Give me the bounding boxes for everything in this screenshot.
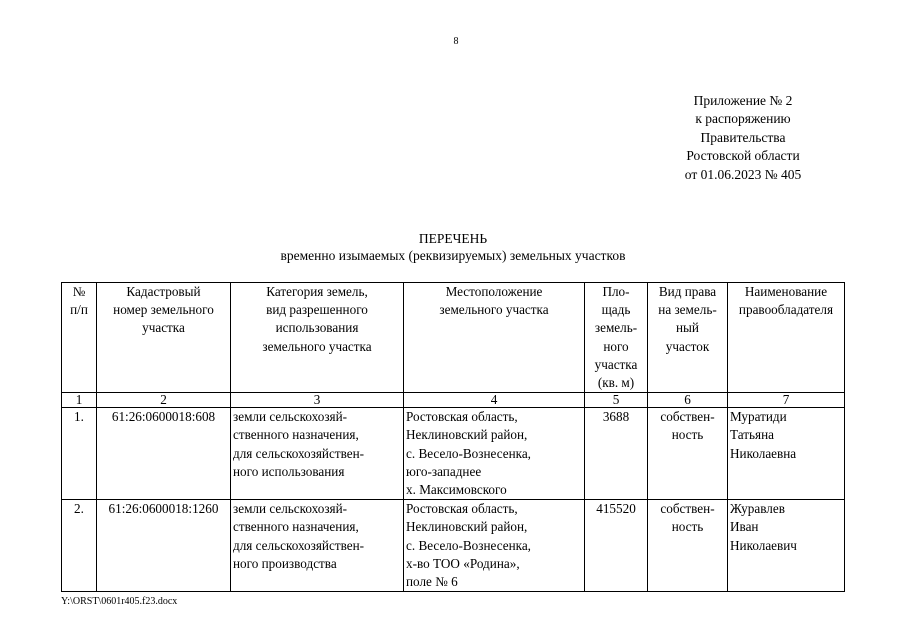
cell-line: ственного назначения,	[233, 427, 359, 443]
header-line: Местоположение	[445, 284, 543, 299]
header-line: (кв. м)	[597, 375, 635, 391]
right-type	[648, 408, 728, 500]
cell-line: Муратиди	[730, 409, 787, 425]
plot-area: 415520	[585, 500, 648, 592]
cell-line: земли сельскохозяй-	[233, 501, 348, 517]
land-category	[231, 500, 404, 592]
cadastral-number: 61:26:0600018:608	[97, 408, 231, 500]
cell-line: для сельскохозяйствен-	[233, 445, 365, 461]
header-line: земельного участка	[439, 302, 549, 318]
header-line: участка	[142, 320, 185, 336]
header-line: на земель-	[658, 302, 717, 318]
header-cell-location	[404, 283, 585, 393]
appendix-line: к распоряжению	[695, 111, 791, 127]
header-line: Категория земель,	[266, 284, 368, 299]
cell-line: ного производства	[233, 555, 337, 571]
land-category	[231, 408, 404, 500]
header-line: №	[72, 284, 86, 299]
appendix-block	[660, 92, 826, 184]
header-line: ный	[676, 320, 699, 336]
header-line: Пло-	[602, 284, 630, 299]
header-cell-category	[231, 283, 404, 393]
header-line: Кадастровый	[126, 284, 201, 299]
header-cell-cadastral	[97, 283, 231, 393]
header-line: вид разрешенного	[266, 302, 368, 318]
column-number: 7	[728, 393, 845, 408]
table-header-row	[62, 283, 845, 393]
plot-area: 3688	[585, 408, 648, 500]
cell-line: Неклиновский район,	[406, 519, 528, 535]
table-row	[62, 500, 845, 592]
column-number-row	[62, 393, 845, 408]
cell-line: собствен-	[660, 409, 715, 425]
document-title	[200, 230, 706, 264]
cell-line: х. Максимовского	[406, 482, 507, 498]
cell-line: Неклиновский район,	[406, 427, 528, 443]
header-cell-owner	[728, 283, 845, 393]
cell-line: земли сельскохозяй-	[233, 409, 348, 425]
cell-line: собствен-	[660, 501, 715, 517]
column-number: 5	[585, 393, 648, 408]
row-number: 1.	[62, 408, 97, 500]
cell-line: с. Весело-Вознесенка,	[406, 537, 531, 553]
header-line: номер земельного	[113, 302, 214, 318]
cell-line: для сельскохозяйствен-	[233, 537, 365, 553]
cell-line: ность	[671, 519, 704, 535]
owner-name	[728, 408, 845, 500]
cadastral-number: 61:26:0600018:1260	[97, 500, 231, 592]
title-heading: ПЕРЕЧЕНЬ	[418, 231, 488, 246]
table-row	[62, 408, 845, 500]
cell-line: Николаевна	[730, 445, 797, 461]
right-type	[648, 500, 728, 592]
header-cell-right-type	[648, 283, 728, 393]
page-number: 8	[453, 36, 459, 47]
header-line: Вид права	[658, 284, 717, 299]
cell-line: Ростовская область,	[406, 501, 518, 517]
header-line: ного	[603, 338, 629, 354]
file-path-footer: Y:\ORST\0601r405.f23.docx	[61, 596, 178, 607]
cell-line: Николаевич	[730, 537, 797, 553]
header-cell-area	[585, 283, 648, 393]
appendix-line: Приложение № 2	[693, 93, 793, 108]
cell-line: ственного назначения,	[233, 519, 359, 535]
cell-line: ность	[671, 427, 704, 443]
column-number: 2	[97, 393, 231, 408]
land-plots-table	[61, 282, 845, 592]
cell-line: Ростовская область,	[406, 409, 518, 425]
header-line: правообладателя	[738, 302, 834, 318]
appendix-line: Правительства	[700, 129, 786, 145]
header-line: Наименование	[744, 284, 828, 299]
cell-line: ного использования	[233, 463, 345, 479]
plot-location	[404, 408, 585, 500]
header-cell-num	[62, 283, 97, 393]
plot-location	[404, 500, 585, 592]
cell-line: Журавлев	[730, 501, 785, 517]
column-number: 6	[648, 393, 728, 408]
cell-line: Татьяна	[730, 427, 774, 443]
title-subheading: временно изымаемых (реквизируемых) земельных участков	[280, 248, 626, 263]
header-line: использования	[275, 320, 359, 336]
header-line: участок	[665, 338, 710, 354]
cell-line: с. Весело-Вознесенка,	[406, 445, 531, 461]
cell-line: юго-западнее	[406, 463, 482, 479]
appendix-line: Ростовской области	[686, 148, 800, 164]
row-number: 2.	[62, 500, 97, 592]
owner-name	[728, 500, 845, 592]
column-number: 1	[62, 393, 97, 408]
appendix-line: от 01.06.2023 № 405	[684, 166, 802, 182]
column-number: 3	[231, 393, 404, 408]
cell-line: х-во ТОО «Родина»,	[406, 555, 520, 571]
header-line: земельного участка	[262, 338, 372, 354]
column-number: 4	[404, 393, 585, 408]
header-line: участка	[594, 356, 638, 372]
header-line: щадь	[601, 302, 631, 318]
header-line: п/п	[70, 302, 88, 318]
cell-line: Иван	[730, 519, 759, 535]
cell-line: поле № 6	[406, 574, 458, 590]
header-line: земель-	[594, 320, 638, 336]
